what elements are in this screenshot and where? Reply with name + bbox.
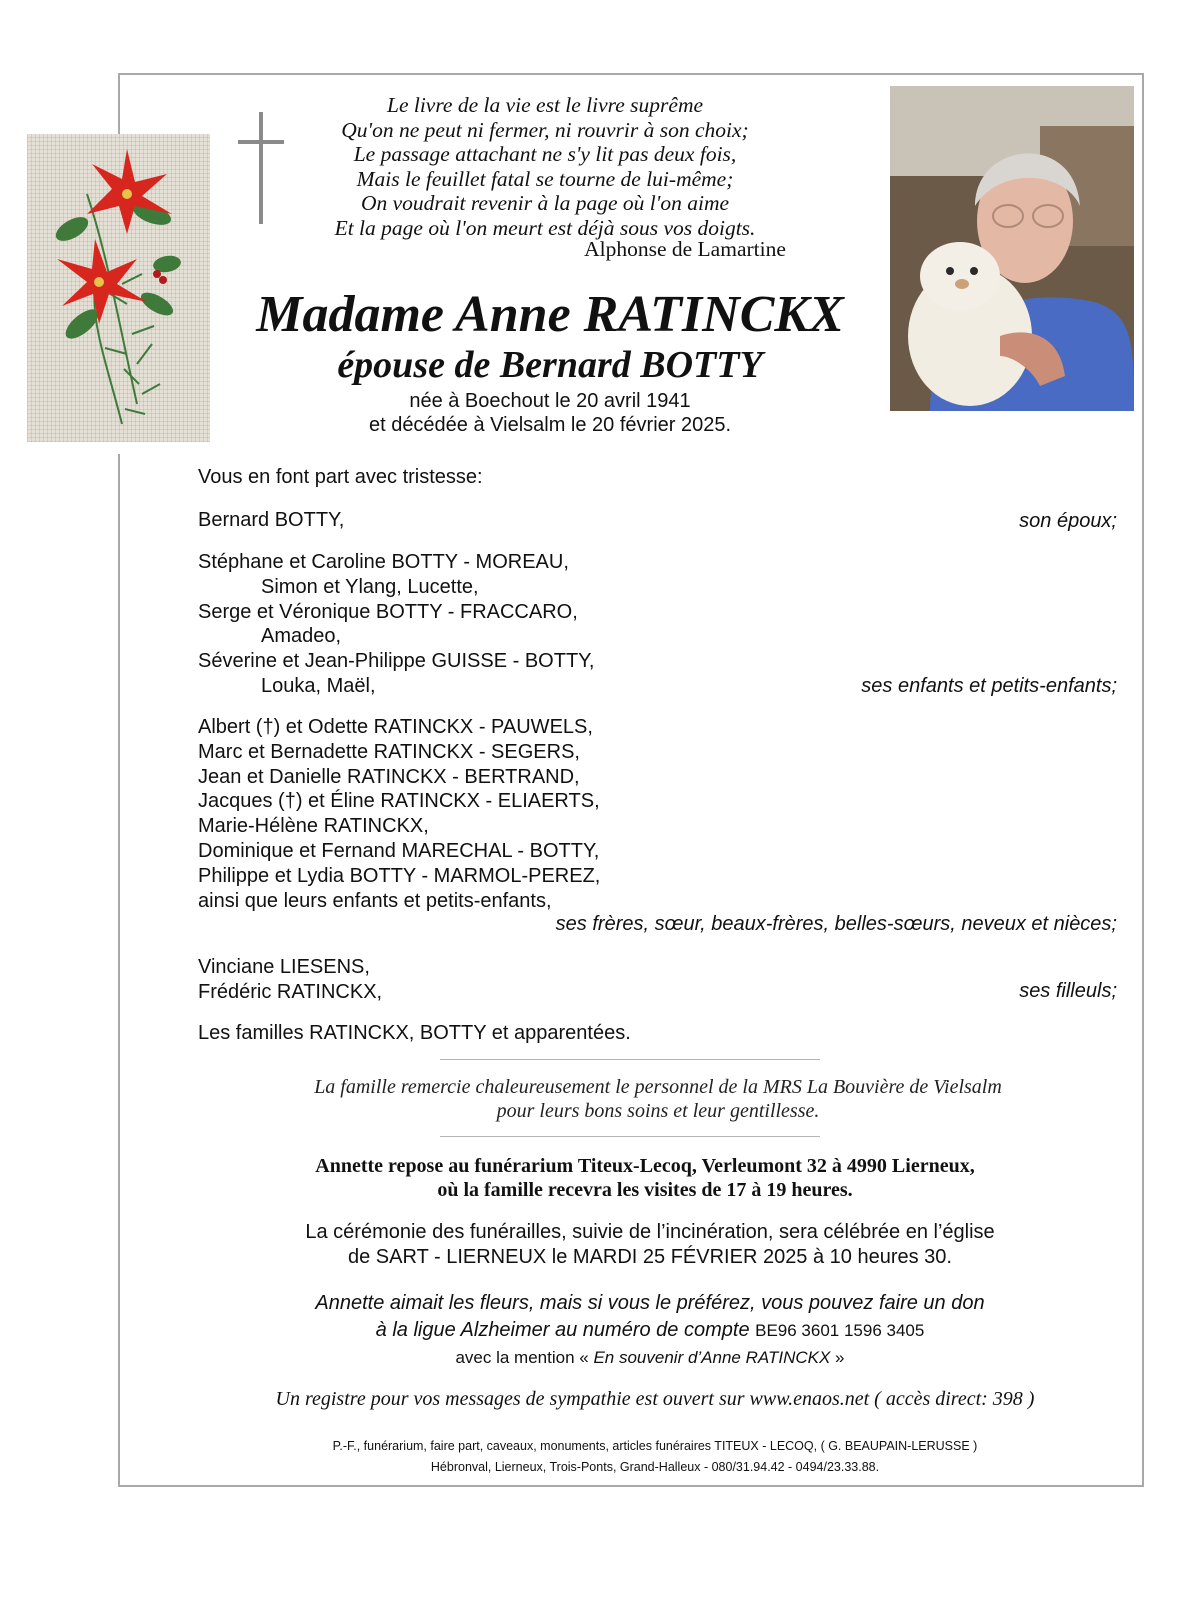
family-group-siblings: [198, 715, 600, 913]
footer-line: P.-F., funérarium, faire part, caveaux, monuments, articles funéraires TITEUX - LECOQ, ( G. BEAUPAIN-LERUSSE ): [332, 1439, 978, 1453]
poem-line: Et la page où l'on meurt est déjà sous vos doigts.: [334, 215, 756, 240]
relation-label: ses frères, sœur, beaux-frères, belles-sœurs, neveux et nièces;: [555, 913, 1117, 935]
family-group-godchildren: [198, 955, 382, 1005]
family-line: Séverine et Jean-Philippe GUISSE - BOTTY,: [198, 650, 595, 673]
poem-line: Mais le feuillet fatal se tourne de lui-même;: [356, 166, 734, 191]
repose-line: où la famille recevra les visites de 17 à 19 heures.: [437, 1179, 853, 1201]
poem-line: Qu'on ne peut ni fermer, ni rouvrir à son choix;: [341, 117, 749, 142]
ceremony-line: La cérémonie des funérailles, suivie de l’incinération, sera célébrée en l’église: [305, 1221, 995, 1243]
family-line: Serge et Véronique BOTTY - FRACCARO,: [198, 600, 578, 623]
footer: [150, 1436, 1160, 1478]
repose-line: Annette repose au funérarium Titeux-Lecoq, Verleumont 32 à 4990 Lierneux,: [315, 1155, 975, 1177]
donation-line: Annette aimait les fleurs, mais si vous le préférez, vous pouvez faire un don: [315, 1292, 985, 1314]
family-line: Louka, Maël,: [261, 674, 376, 697]
poem-line: Le livre de la vie est le livre suprême: [386, 93, 704, 117]
sympathy-register: Un registre pour vos messages de sympathie est ouvert sur www.enaos.net ( accès direct: 398 ): [275, 1388, 1035, 1410]
poinsettia-image: [27, 134, 210, 442]
deceased-name: Madame Anne RATINCKX: [256, 286, 844, 343]
thanks-line: pour leurs bons soins et leur gentillesse.: [496, 1100, 820, 1122]
family-line: Marie-Hélène RATINCKX,: [198, 815, 429, 838]
portrait-photo: [890, 86, 1134, 411]
account-number: BE96 3601 1596 3405: [755, 1321, 925, 1340]
thanks-message: [200, 1075, 1116, 1123]
ceremony-line: de SART - LIERNEUX le MARDI 25 FÉVRIER 2025 à 10 heures 30.: [348, 1246, 952, 1268]
portrait-icon: [890, 86, 1134, 411]
family-line: Jean et Danielle RATINCKX - BERTRAND,: [198, 765, 580, 788]
family-group-families: [198, 1021, 631, 1046]
ceremony-info: [150, 1220, 1150, 1270]
family-group-children: [198, 550, 594, 699]
thanks-line: La famille remercie chaleureusement le personnel de la MRS La Bouvière de Vielsalm: [314, 1076, 1002, 1098]
poem-line: On voudrait revenir à la page où l'on aime: [360, 191, 730, 215]
divider: [440, 1059, 820, 1060]
family-line: Philippe et Lydia BOTTY - MARMOL-PEREZ,: [198, 864, 601, 887]
family-line: Simon et Ylang, Lucette,: [261, 575, 479, 598]
family-line: Marc et Bernadette RATINCKX - SEGERS,: [198, 740, 580, 763]
poem-line: Le passage attachant ne s'y lit pas deux fois,: [353, 142, 737, 166]
relation-label: son époux;: [1019, 510, 1117, 532]
family-line: Stéphane et Caroline BOTTY - MOREAU,: [198, 551, 569, 573]
poem: [300, 93, 790, 240]
family-line: Dominique et Fernand MARECHAL - BOTTY,: [198, 839, 600, 862]
family-line: Les familles RATINCKX, BOTTY et apparentées.: [198, 1022, 631, 1044]
frame-gap: [112, 440, 124, 454]
mention-prefix: avec la mention «: [455, 1348, 589, 1367]
poinsettia-icon: [27, 134, 210, 442]
announcement-intro: Vous en font part avec tristesse:: [198, 466, 483, 488]
birth-info: née à Boechout le 20 avril 1941: [409, 390, 691, 412]
mention-suffix: »: [835, 1348, 845, 1367]
repose-info: [150, 1154, 1140, 1202]
cross-icon: [238, 112, 284, 224]
family-line: Frédéric RATINCKX,: [198, 980, 383, 1003]
family-line: Albert (†) et Odette RATINCKX - PAUWELS,: [198, 716, 593, 738]
donation-line: à la ligue Alzheimer au numéro de compte: [375, 1319, 750, 1341]
poem-author: Alphonse de Lamartine: [584, 237, 786, 261]
family-line: Amadeo,: [261, 625, 342, 648]
donation-info: [150, 1290, 1150, 1371]
mention-text: En souvenir d’Anne RATINCKX: [593, 1348, 831, 1367]
relation-label: ses filleuls;: [1019, 980, 1117, 1002]
family-line: Bernard BOTTY,: [198, 509, 345, 531]
divider: [440, 1136, 820, 1137]
family-line: ainsi que leurs enfants et petits-enfants,: [198, 889, 552, 912]
family-line: Jacques (†) et Éline RATINCKX - ELIAERTS,: [198, 790, 600, 813]
death-info: et décédée à Vielsalm le 20 février 2025.: [368, 414, 732, 436]
footer-line: Hébronval, Lierneux, Trois-Ponts, Grand-Halleux - 080/31.94.42 - 0494/23.33.88.: [430, 1460, 880, 1474]
family-line: Vinciane LIESENS,: [198, 956, 370, 978]
relation-label: ses enfants et petits-enfants;: [861, 675, 1117, 697]
deceased-spouse: épouse de Bernard BOTTY: [337, 344, 763, 386]
family-group-spouse: [198, 508, 344, 533]
